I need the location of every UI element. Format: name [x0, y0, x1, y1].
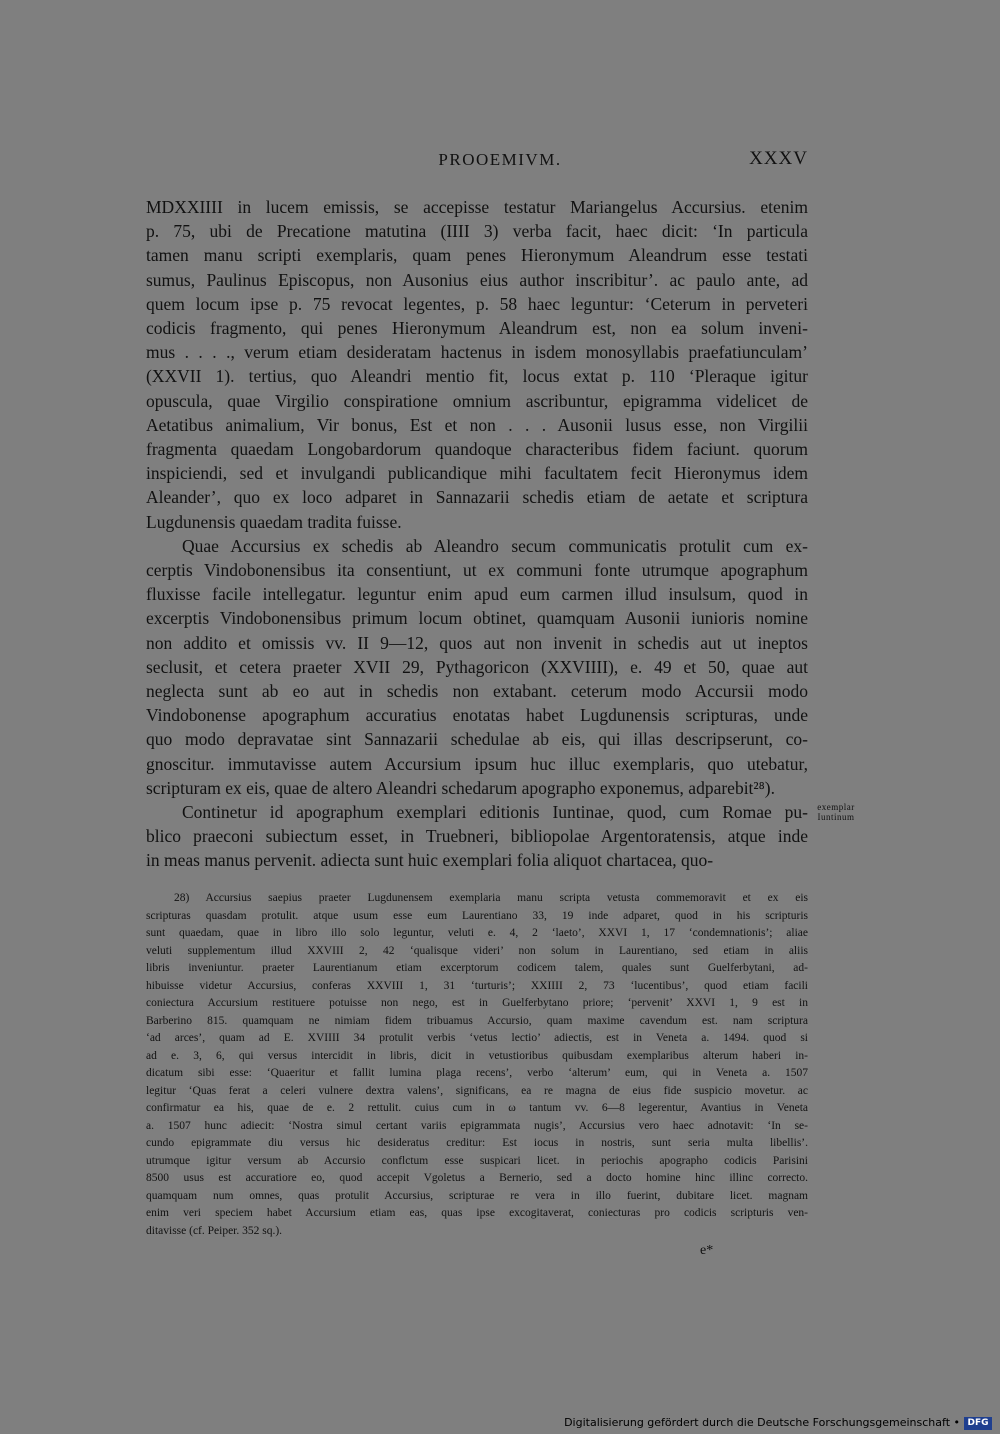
- footnote-line: veluti supplementum illud XXVIII 2, 42 ‘qualisque videri’ non solum in Laurentiano, sed etiam in aliis: [146, 944, 808, 957]
- text-line: non addito et omissis vv. II 9—12, quos aut non invenit in schedis aut ut ineptos: [146, 632, 808, 653]
- page-number: XXXV: [749, 148, 808, 169]
- footnote-line: coniectura Accursium restituere potuisse non nego, est in Guelferbytano priore; ‘pervenit’ XXVI 1, 9 est in: [146, 997, 808, 1009]
- footnote-line: confirmatur ea his, quae de e. 2 rettulit. cuius cum in ω tantum vv. 6—8 legerentur, Avantius in Veneta: [146, 1102, 808, 1114]
- text-line: Lugdunensis quaedam tradita fuisse.: [146, 511, 402, 532]
- footnote-line: ditavisse (cf. Peiper. 352 sq.).: [146, 1224, 283, 1237]
- text-line: excerptis Vindobonensibus primum locum obtinet, quamquam Ausonii iunioris nomine: [146, 608, 808, 629]
- text-line: quem locum ipse p. 75 revocat legentes, p. 58 haec leguntur: ‘Ceterum in perveteri: [146, 293, 808, 314]
- text-line: blico praeconi subiectum esset, in Truebneri, bibliopolae Argentoratensis, atque inde: [146, 826, 808, 847]
- text-line: neglecta sunt ab eo aut in schedis non extabant. ceterum modo Accursii modo: [146, 681, 808, 702]
- margin-note-line: Iuntinum: [817, 812, 855, 822]
- text-line: fragmenta quaedam Longobardorum quandoque characteribus fidem faciunt. quorum: [146, 439, 808, 460]
- text-line: Aleander’, quo ex loco adparet in Sannazarii schedis etiam de aetate et scriptura: [146, 487, 808, 508]
- text-line: quo modo depravatae sint Sannazarii schedulae ab eis, qui illas descripserunt, co-: [146, 729, 808, 750]
- text-line: seclusit, et cetera praeter XVII 29, Pythagoricon (XXVIIII), e. 49 et 50, quae aut: [146, 656, 808, 677]
- text-line: Vindobonense apographum accuratius enotatas habet Lugdunensis scripturas, unde: [146, 705, 808, 726]
- text-line: gnoscitur. immutavisse autem Accursium ipsum huc illuc exemplaris, quo utebatur,: [146, 753, 808, 774]
- footnote-line: Barberino 815. quamquam ne nimiam fidem tribuamus Accursio, quam maxime cavendum est. nam scriptura: [146, 1014, 808, 1027]
- footer-credit[interactable]: Digitalisierung gefördert durch die Deutsche Forschungsgemeinschaft •: [564, 1416, 960, 1429]
- footnote-line: legitur ‘Quas ferat a celeri vulnere dextra valens’, significans, ea re magna de eius fide suspicio movetur. ac: [146, 1084, 808, 1097]
- margin-note: [808, 802, 864, 822]
- footer-bar: [0, 1412, 1000, 1434]
- text-line: MDXXIIII in lucem emissis, se accepisse testatur Mariangelus Accursius. etenim: [146, 197, 808, 217]
- text-line: cerptis Vindobonensibus ita consentiunt, ut ex communi fonte utrumque apographum: [146, 560, 808, 581]
- paragraph-2: [146, 534, 808, 800]
- footnote-line: scripturas quasdam protulit. atque usum esse eum Laurentiano 33, 19 inde adparet, quod in his scripturis: [146, 909, 808, 922]
- page-header-title: PROOEMIVM.: [438, 150, 562, 169]
- footnote-line: 28) Accursius saepius praeter Lugdunensem exemplaria manu scripta vetusta commemoravit et ex eis: [174, 892, 808, 904]
- footnote-line: ‘ad arces’, quam ad E. XVIIII 34 protulit verbis ‘vetus lectio’ adiectis, est in Veneta a. 1494. quod si: [146, 1032, 808, 1044]
- body-text: [146, 195, 808, 873]
- footnote-line: utrumque igitur versum ab Accursio conflctum esse suspicari licet. in periochis apographo codicis Parisini: [146, 1154, 808, 1167]
- footnote-line: quamquam num omnes, quas protulit Accursius, scripturae re vera in illo fuerint, dubitare licet. magnam: [146, 1189, 808, 1202]
- paragraph-3: [146, 800, 808, 873]
- text-line: Aetatibus animalium, Vir bonus, Est et non . . . Ausonii lusus esse, non Virgilii: [146, 414, 808, 435]
- footnote-line: dicatum sibi esse: ‘Quaeritur et fallit lumina plaga recens’, verbo ‘alterum’ eum, qui in Veneta a. 1507: [146, 1067, 808, 1079]
- text-line: sumus, Paulinus Episcopus, non Ausonius eius author inscribitur’. ac paulo ante, ad: [146, 269, 808, 290]
- text-line: p. 75, ubi de Precatione matutina (IIII 3) verba facit, haec dicit: ‘In particula: [146, 221, 808, 242]
- signature-mark: e*: [700, 1243, 714, 1258]
- text-line: inspiciendi, sed et invulgandi publicandique mihi facultatem fecit Hieronymus idem: [146, 463, 808, 484]
- footnote-line: enim veri speciem habet Accursium etiam eas, quas ipse excogitaverat, coniecturas pro codicis scripturis ven-: [146, 1207, 808, 1219]
- text-line: opuscula, quae Virgilio conspiratione omnium ascribuntur, epigramma videlicet de: [146, 390, 808, 411]
- footnote-line: cundo epigrammate diu versus hic desideratus creditur: Est iocus in nostris, sunt seria multa libellis’.: [146, 1137, 808, 1149]
- text-line: Quae Accursius ex schedis ab Aleandro secum communicatis protulit cum ex-: [182, 535, 808, 556]
- text-line: (XXVII 1). tertius, quo Aleandri mentio fit, locus extat p. 110 ‘Pleraque igitur: [146, 366, 808, 387]
- footnote-line: hibuisse videtur Accursius, conferas XXVIII 1, 31 ‘turturis’; XXIIII 2, 73 ‘lucentibus’, quod etiam facili: [146, 979, 808, 992]
- paragraph-1: [146, 195, 808, 534]
- margin-note-line: exemplar: [817, 802, 855, 812]
- text-line: codicis fragmento, qui penes Hieronymum Aleandrum est, non ea solum inveni-: [146, 318, 808, 339]
- footnote-line: ad e. 3, 6, qui versus intercidit in libris, dicit in vetustioribus quibusdam exemplaribus alterum haberi in-: [146, 1049, 808, 1062]
- text-line: in meas manus pervenit. adiecta sunt huic exemplari folia aliquot chartacea, quo-: [146, 850, 714, 871]
- text-line: scripturam ex eis, quae de altero Aleandri schedarum apographo exponemus, adparebit²⁸).: [146, 777, 775, 798]
- text-line: tamen manu scripti exemplaris, quam penes Hieronymum Aleandrum esse testati: [146, 245, 808, 266]
- footnote-line: a. 1507 hunc adiecit: ‘Nostra simul certant variis epigrammata nugis’, Accursius vero haec adnotavit: ‘In se-: [146, 1119, 808, 1132]
- footnote-line: 8500 usus est accuratiore eo, quod accepit Vgoletus a Bernerio, sed a docto homine hinc illinc correcto.: [146, 1172, 808, 1184]
- footnote-line: sunt quaedam, quae in libro illo solo leguntur, veluti e. 4, 2 ‘laeto’, XXVI 1, 17 ‘condemnationis’; aliae: [146, 927, 808, 939]
- dfg-logo-icon[interactable]: DFG: [964, 1417, 992, 1430]
- footnote: [146, 890, 808, 1240]
- text-line: Continetur id apographum exemplari editionis Iuntinae, quod, cum Romae pu-: [182, 802, 808, 823]
- text-line: fluxisse facile intellegatur. leguntur enim apud eum carmen illud insulsum, quod in: [146, 584, 808, 605]
- text-line: mus . . . ., verum etiam desideratam hactenus in isdem monosyllabis praefatiunculam’: [146, 342, 808, 363]
- footnote-line: libris inveniuntur. praeter Laurentianum etiam excerptorum codicem talem, quales sunt Guelferbytani, ad-: [146, 962, 808, 974]
